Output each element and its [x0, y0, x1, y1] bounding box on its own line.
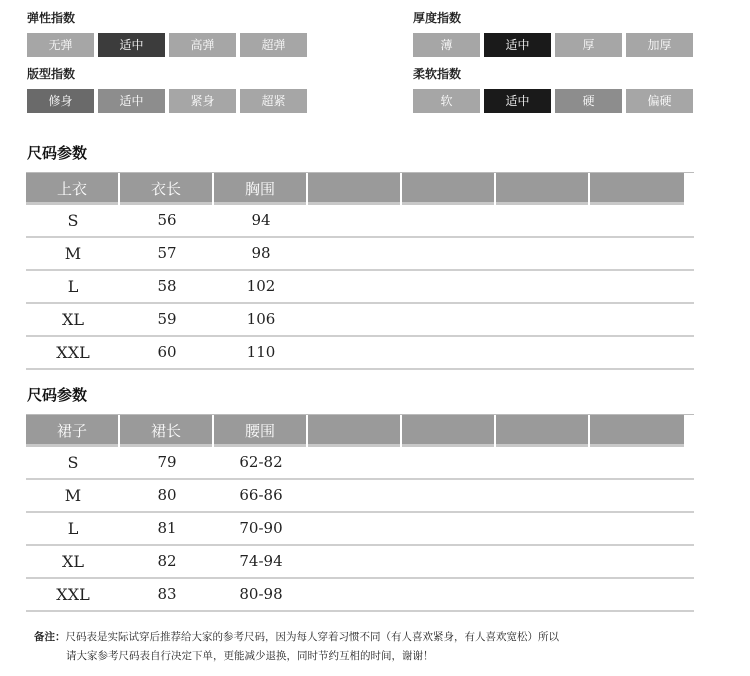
elasticity-option-high[interactable]: 高弹: [169, 33, 236, 57]
table-header-cell: 胸围: [214, 173, 308, 205]
chest-cell: 110: [246, 343, 276, 361]
waist-cell: 66-86: [239, 486, 283, 504]
length-cell: 60: [157, 343, 177, 361]
table-header-cell: [308, 415, 402, 447]
length-cell: 81: [157, 519, 177, 537]
waist-cell: 80-98: [239, 585, 283, 603]
softness-option-soft[interactable]: 软: [413, 89, 480, 113]
table-header-cell: [496, 173, 590, 205]
size-cell: M: [64, 244, 82, 263]
chest-cell: 102: [246, 277, 276, 295]
table-header-cell: [590, 173, 684, 205]
size-cell: M: [64, 486, 82, 505]
table-header-cell: [402, 173, 496, 205]
elasticity-index-selector: [27, 33, 307, 57]
length-cell: 83: [157, 585, 177, 603]
table-header-cell: 裙子: [26, 415, 120, 447]
note-text-2: 请大家参考尺码表自行决定下单，更能减少退换，同时节约互相的时间，谢谢！: [66, 650, 434, 662]
thickness-option-thick[interactable]: 厚: [555, 33, 622, 57]
table-row: [26, 447, 694, 480]
note-text-1: 尺码表是实际试穿后推荐给大家的参考尺码，因为每人穿着习惯不同（有人喜欢紧身，有人喜欢宽松）所以: [65, 631, 559, 643]
table-row: [26, 205, 694, 238]
size-cell: L: [67, 519, 79, 538]
fit-option-super-tight[interactable]: 超紧: [240, 89, 307, 113]
skirt-size-table: [26, 414, 694, 612]
table-header-cell: [402, 415, 496, 447]
softness-option-hard[interactable]: 硬: [555, 89, 622, 113]
thickness-index-title: 厚度指数: [413, 11, 462, 25]
table-header-cell: 衣长: [120, 173, 214, 205]
table-header-cell: [590, 415, 684, 447]
size-cell: S: [67, 453, 79, 472]
table-header-cell: 腰围: [214, 415, 308, 447]
softness-index-selector: [413, 89, 693, 113]
waist-cell: 74-94: [239, 552, 283, 570]
size-cell: S: [67, 211, 79, 230]
size-note: [34, 628, 559, 666]
fit-option-medium[interactable]: 适中: [98, 89, 165, 113]
fit-index-title: 版型指数: [27, 67, 76, 81]
elasticity-option-super[interactable]: 超弹: [240, 33, 307, 57]
fit-option-tight[interactable]: 紧身: [169, 89, 236, 113]
top-size-table-title: 尺码参数: [27, 144, 88, 162]
chest-cell: 106: [246, 310, 276, 328]
table-header-cell: [308, 173, 402, 205]
size-cell: XXL: [56, 585, 90, 604]
size-cell: XXL: [56, 343, 90, 362]
table-row: [26, 546, 694, 579]
softness-index-title: 柔软指数: [413, 67, 462, 81]
length-cell: 79: [157, 453, 177, 471]
softness-option-medium[interactable]: 适中: [484, 89, 551, 113]
table-row: [26, 304, 694, 337]
note-label: 备注：: [34, 631, 66, 643]
thickness-option-medium[interactable]: 适中: [484, 33, 551, 57]
size-cell: XL: [61, 552, 84, 571]
fit-index-selector: [27, 89, 307, 113]
length-cell: 58: [157, 277, 177, 295]
table-row: [26, 480, 694, 513]
table-row: [26, 271, 694, 304]
thickness-option-thin[interactable]: 薄: [413, 33, 480, 57]
size-cell: L: [67, 277, 79, 296]
table-header-cell: 裙长: [120, 415, 214, 447]
length-cell: 82: [157, 552, 177, 570]
elasticity-index-title: 弹性指数: [27, 11, 76, 25]
length-cell: 56: [157, 211, 177, 229]
size-cell: XL: [61, 310, 84, 329]
note-line-2: [34, 647, 559, 666]
length-cell: 80: [157, 486, 177, 504]
skirt-size-table-title: 尺码参数: [27, 386, 88, 404]
length-cell: 59: [157, 310, 177, 328]
chest-cell: 98: [251, 244, 271, 262]
top-size-table: [26, 172, 694, 370]
fit-option-slim[interactable]: 修身: [27, 89, 94, 113]
length-cell: 57: [157, 244, 177, 262]
softness-option-rather-hard[interactable]: 偏硬: [626, 89, 693, 113]
chest-cell: 94: [251, 211, 271, 229]
table-row: [26, 513, 694, 546]
waist-cell: 62-82: [239, 453, 283, 471]
table-header-row: [26, 414, 694, 447]
table-row: [26, 579, 694, 612]
table-header-cell: [496, 415, 590, 447]
thickness-index-selector: [413, 33, 693, 57]
table-row: [26, 238, 694, 271]
table-row: [26, 337, 694, 370]
table-header-cell: 上衣: [26, 173, 120, 205]
note-line-1: [34, 628, 559, 647]
elasticity-option-none[interactable]: 无弹: [27, 33, 94, 57]
elasticity-option-medium[interactable]: 适中: [98, 33, 165, 57]
thickness-option-extra-thick[interactable]: 加厚: [626, 33, 693, 57]
table-header-row: [26, 172, 694, 205]
waist-cell: 70-90: [239, 519, 283, 537]
